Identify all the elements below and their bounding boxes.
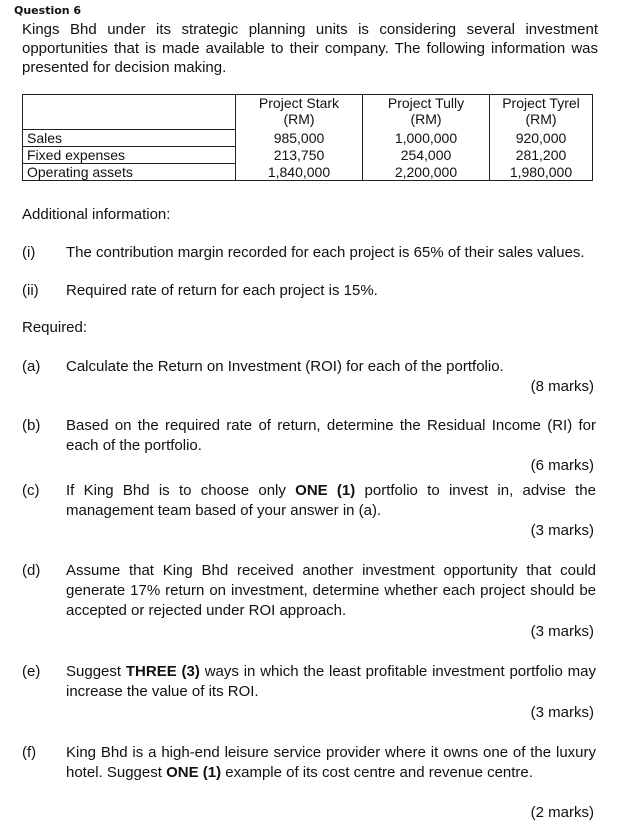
additional-text: Required rate of return for each project is 15%. bbox=[66, 282, 378, 299]
cell-value: 254,000 bbox=[363, 147, 490, 164]
question-text-d: Assume that King Bhd received another investment opportunity that could generate 17% return on investment, determine whether each project should be accepted or rejected under ROI approach. bbox=[66, 562, 596, 619]
column-unit: (RM) bbox=[283, 111, 315, 127]
table-row bbox=[23, 164, 593, 181]
question-title: Question 6 bbox=[14, 4, 82, 17]
row-label: Fixed expenses bbox=[23, 147, 236, 164]
financial-table bbox=[22, 94, 593, 181]
text-part: If King Bhd is to choose only bbox=[66, 482, 296, 499]
required-heading: Required: bbox=[22, 319, 88, 336]
additional-text: The contribution margin recorded for each project is 65% of their sales values. bbox=[66, 244, 585, 261]
column-name: Project Stark bbox=[258, 95, 340, 111]
marks-b: (6 marks) bbox=[530, 457, 594, 474]
column-unit: (RM) bbox=[525, 111, 557, 127]
cell-value: 1,840,000 bbox=[236, 164, 363, 181]
additional-num: (i) bbox=[22, 244, 36, 261]
cell-value: 2,200,000 bbox=[363, 164, 490, 181]
emphasis: ONE (1) bbox=[295, 482, 356, 499]
question-label-f: (f) bbox=[22, 744, 37, 761]
table-header-row bbox=[23, 95, 593, 130]
cell-value: 985,000 bbox=[236, 130, 363, 147]
text-part: ways in which the least profitable investment portfolio may increase the value of its ROI. bbox=[66, 663, 596, 700]
text-part: King Bhd is a high-end leisure service provider where it owns one of the luxury hotel. Suggest bbox=[66, 744, 596, 781]
question-text-f bbox=[66, 743, 596, 783]
column-header-tyrel bbox=[490, 95, 593, 130]
additional-num: (ii) bbox=[22, 282, 39, 299]
text-part: portfolio to invest in, advise the management team based of your answer in (a). bbox=[66, 482, 596, 519]
column-header-tully bbox=[363, 95, 490, 130]
cell-value: 213,750 bbox=[236, 147, 363, 164]
marks-a: (8 marks) bbox=[530, 378, 594, 395]
question-label-b: (b) bbox=[22, 417, 41, 434]
marks-f: (2 marks) bbox=[530, 804, 594, 821]
emphasis: THREE (3) bbox=[125, 663, 200, 680]
cell-value: 1,980,000 bbox=[490, 164, 593, 181]
text-part: Suggest bbox=[66, 663, 126, 680]
marks-c: (3 marks) bbox=[530, 522, 594, 539]
row-label: Operating assets bbox=[23, 164, 236, 181]
column-unit: (RM) bbox=[410, 111, 442, 127]
question-text-b: Based on the required rate of return, determine the Residual Income (RI) for each of the portfolio. bbox=[66, 417, 596, 454]
cell-value: 1,000,000 bbox=[363, 130, 490, 147]
question-text-a: Calculate the Return on Investment (ROI) for each of the portfolio. bbox=[66, 358, 504, 375]
row-label: Sales bbox=[23, 130, 236, 147]
question-label-d: (d) bbox=[22, 562, 41, 579]
table-row bbox=[23, 130, 593, 147]
question-text-e bbox=[66, 662, 596, 702]
intro-paragraph: Kings Bhd under its strategic planning units is considering several investment opportunities that is made available to their company. The following information was presented for decision making. bbox=[22, 21, 598, 76]
question-text-c bbox=[66, 481, 596, 521]
column-name: Project Tyrel bbox=[502, 95, 580, 111]
emphasis: ONE (1) bbox=[166, 764, 222, 781]
question-label-e: (e) bbox=[22, 663, 41, 680]
table-row bbox=[23, 147, 593, 164]
question-label-a: (a) bbox=[22, 358, 41, 375]
table-corner-cell bbox=[23, 95, 236, 130]
column-name: Project Tully bbox=[387, 95, 465, 111]
question-label-c: (c) bbox=[22, 482, 40, 499]
text-part: example of its cost centre and revenue centre. bbox=[221, 764, 533, 781]
cell-value: 920,000 bbox=[490, 130, 593, 147]
marks-d: (3 marks) bbox=[530, 623, 594, 640]
additional-heading: Additional information: bbox=[22, 206, 171, 223]
marks-e: (3 marks) bbox=[530, 704, 594, 721]
cell-value: 281,200 bbox=[490, 147, 593, 164]
column-header-stark bbox=[236, 95, 363, 130]
